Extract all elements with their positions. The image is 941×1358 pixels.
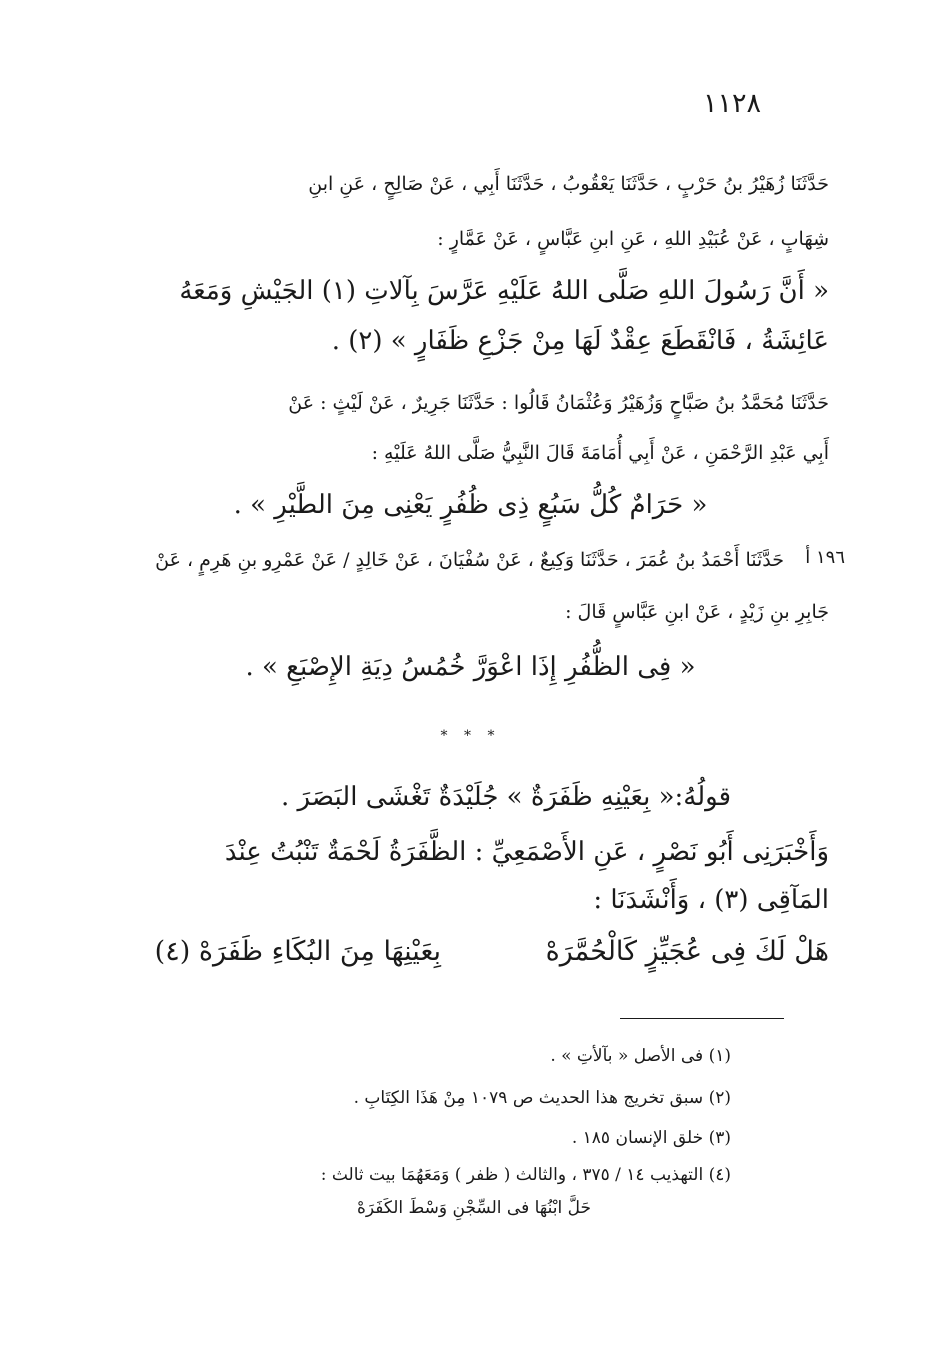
page-number: ١١٢٨ xyxy=(702,88,761,119)
isnad-line-2: شِهَابٍ ، عَنْ عُبَيْدِ اللهِ ، عَنِ ابنِ عَبَّاسٍ ، عَنْ عَمَّارٍ : xyxy=(437,228,829,250)
poem-first-hemistich: هَلْ لَكَ فِى عُجَيِّزٍ كَالْحُمَّرَهْ xyxy=(545,936,829,967)
footnote-4: (٤) التهذيب ١٤ / ٣٧٥ ، والثالث ( ظفر ) وَمَعَهُمَا بيت ثالث : xyxy=(320,1165,731,1185)
isnad-line-5: حَدَّثَنَا أَحْمَدُ بنُ عُمَرَ ، حَدَّثَنَا وَكِيعٌ ، عَنْ سُفْيَانَ ، عَنْ خَالِدٍ / عَنْ عَمْرِو بنِ هَرِمٍ ، عَنْ xyxy=(155,549,784,571)
footnote-separator xyxy=(620,1018,784,1019)
footnote-1: (١) فى الأصل « بآلأتِ » . xyxy=(550,1046,731,1066)
hadith-text-line-3: « حَرَامٌ كُلُّ سَبُعٍ ذِى ظُفُرٍ يَعْنِى مِنَ الطَّيْرِ » . xyxy=(233,490,708,520)
section-separator: * * * xyxy=(440,728,501,744)
footnote-3: (٣) خلق الإنسان ١٨٥ . xyxy=(571,1128,731,1148)
isnad-line-6: جَابِرِ بنِ زَيْدٍ ، عَنْ ابنِ عَبَّاسٍ قَالَ : xyxy=(565,601,829,623)
isnad-line-3: حَدَّثَنَا مُحَمَّدُ بنُ صَبَّاحٍ وَزُهَيْرُ وَعُثْمَانُ قَالُوا : حَدَّثَنَا جَرِيرٌ ، عَنْ لَيْثٍ : عَنْ xyxy=(288,392,829,414)
hadith-text-line-4: « فِى الظُّفُرِ إِذَا اعْوَرَّ خُمُسُ دِيَةِ الإِصْبَعِ » . xyxy=(245,652,696,682)
isnad-line-4: أَبِي عَبْدِ الرَّحْمَنِ ، عَنْ أَبِي أُمَامَةَ قَالَ النَّبِيُّ صَلَّى اللهُ عَلَيْهِ : xyxy=(371,442,829,464)
hadith-text-line-1: « أَنَّ رَسُولَ اللهِ صَلَّى اللهُ عَلَيْهِ عَرَّسَ بِآلاتِ (١) الجَيْشِ وَمَعَهُ xyxy=(179,276,829,306)
footnote-4-verse: حَلَّ ابْنُهَا فى السِّجْنِ وَسْطَ الكَفَرَهْ xyxy=(356,1198,591,1218)
isnad-line-1: حَدَّثَنَا زُهَيْرُ بنُ حَرْبٍ ، حَدَّثَنَا يَعْقُوبُ ، حَدَّثَنَا أَبِي ، عَنْ صَالِحٍ ، عَنِ ابنِ xyxy=(308,173,829,195)
manuscript-folio-marker: ١٩٦ أ xyxy=(805,547,845,568)
commentary-line-2: المَآقِى (٣) ، وَأَنْشَدَنَا : xyxy=(593,885,829,915)
poem-second-hemistich: بِعَيْنِهَا مِنَ البُكَاءِ ظَفَرَهْ (٤) xyxy=(154,936,441,967)
commentary-line-1: وَأَخْبَرَنِى أَبُو نَصْرٍ ، عَنِ الأَصْمَعِيِّ : الظَّفَرَةُ لَحْمَةٌ تَنْبُتُ عِنْدَ xyxy=(224,837,829,867)
hadith-text-line-2: عَائِشَةُ ، فَانْقَطَعَ عِقْدٌ لَهَا مِنْ جَزْعِ ظَفَارٍ » (٢) . xyxy=(331,326,829,356)
footnote-2: (٢) سبق تخريج هذا الحديث ص ١٠٧٩ مِنْ هَذَا الكِتَابِ . xyxy=(353,1088,731,1108)
commentary-heading: قولُهُ:« بِعَيْنِهِ ظَفَرَةٌ » جُلَيْدَةٌ تَغْشَى البَصَرَ . xyxy=(281,782,731,812)
